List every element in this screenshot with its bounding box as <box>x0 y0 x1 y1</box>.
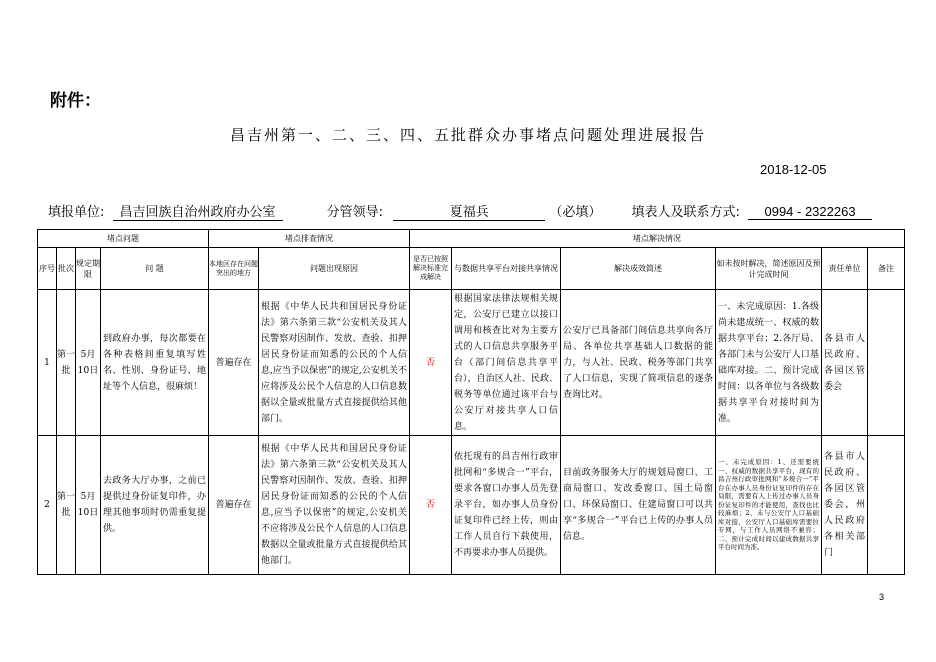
row-problem: 去政务大厅办事，之前已提供过身份证复印件，办理其他事项时仍需重复提供。 <box>101 436 209 575</box>
row-resolved: 否 <box>410 290 452 436</box>
row-responsible: 各县市人民政府、各园区管委会，州人民政府各相关部门 <box>822 436 868 575</box>
report-date: 2018-12-05 <box>760 162 827 177</box>
row-deadline: 5月10日 <box>76 290 101 436</box>
row-cause: 根据《中华人民共和国居民身份证法》第六条第三款“公安机关及其人民警察对因制作、发放、查验、扣押居民身份证而知悉的公民的个人信息,应当予以保密”的规定,公安机关不应将涉及公民个人信息的人口信息数据以全量或批量方式直接提供给其他部门。 <box>259 290 410 436</box>
header-remark: 备注 <box>868 248 905 290</box>
attachment-label: 附件： <box>50 91 101 111</box>
row-batch: 第一批 <box>57 436 76 575</box>
header-deadline: 规定期限 <box>76 248 101 290</box>
row-resolved: 否 <box>410 436 452 575</box>
row-platform: 依托现有的昌吉州行政审批网和“多规合一”平台，要求各窗口办事人员先登录平台，如办事人员身份证复印件已经上传，则由工作人员自行下载使用，不再要求办事人员提供。 <box>452 436 561 575</box>
leader-value: 夏福兵 <box>393 201 545 221</box>
group-header-issue: 堵点问题 <box>38 230 209 248</box>
header-responsible: 责任单位 <box>822 248 868 290</box>
row-cause: 根据《中华人民共和国居民身份证法》第六条第三款“公安机关及其人民警察对因制作、发放、查验、扣押居民身份证而知悉的公民的个人信息,应当予以保密”的规定,公安机关 不应将涉及公民个人信息的人口信息数据以全量或批量方式直接提供给其他部门。 <box>259 436 410 575</box>
row-batch: 第一批 <box>57 290 76 436</box>
contact-value: 0994 - 2322263 <box>748 204 872 220</box>
report-title: 昌吉州第一、二、三、四、五批群众办事堵点问题处理进展报告 <box>229 126 706 144</box>
row-platform: 根据国家法律法规相关规定，公安厅已建立以接口调用和核查比对为主要方式的人口信息共享服务平台（部门间信息共享平台），自治区人社、民政、税务等单位通过该平台与公安厅对接共享人口信息。 <box>452 290 561 436</box>
header-cause: 问题出现原因 <box>259 248 410 290</box>
row-prominent: 普遍存在 <box>209 436 259 575</box>
header-unfinished: 如未按时解决，简述原因及预计完成时间 <box>716 248 822 290</box>
contact-label: 填表人及联系方式: <box>631 205 740 220</box>
unit-value: 昌吉回族自治州政府办公室 <box>113 201 283 221</box>
group-header-row <box>38 230 905 248</box>
table-row <box>38 436 905 575</box>
row-remark <box>868 436 905 575</box>
row-unfinished: 一、未完成原因：1.各级尚未建成统一、权威的数据共享平台；2.各厅局、各部门未与公安厅人口基础库对接。二、预计完成时间：以各单位与各级数据共享平台对接时间为准。 <box>716 290 822 436</box>
row-summary: 公安厅已具备部门间信息共享向各厅局、各单位共享基础人口数据的能力，与人社、民政、税务等部门共享了人口信息，实现了简项信息的逐条查询比对。 <box>561 290 716 436</box>
header-seq: 序号 <box>38 248 57 290</box>
column-header-row <box>38 248 905 290</box>
group-header-resolution: 堵点解决情况 <box>410 230 905 248</box>
progress-table <box>37 229 905 575</box>
row-unfinished: 一、未完成原因：1、还需要统一、权威的数据共享平台，现有的昌吉州行政审批网和“多规合一”平台在办事人员身份证复印件的存在局限，需要有人上传过办事人员身份证复印件的才能使用，查找也比较麻烦；2、未与公安厅人口基础库对接，公安厅人口基础库需要拉专网，与工作人员网络不兼容；二、预计完成时间以建成数据共享平台时间为准。 <box>716 436 822 575</box>
row-responsible: 各县市人民政府、各园区管委会 <box>822 290 868 436</box>
page-number: 3 <box>879 592 885 602</box>
unit-label: 填报单位: <box>48 205 105 220</box>
row-problem: 到政府办事，每次都要在各种表格间重复填写姓名、性别、身份证号、地址等个人信息，很麻烦！ <box>101 290 209 436</box>
header-prominent: 本地区存在问题突出的地方 <box>209 248 259 290</box>
leader-label: 分管领导: <box>326 205 384 220</box>
header-summary: 解决成效简述 <box>561 248 716 290</box>
row-seq: 2 <box>38 436 57 575</box>
fill-info-row <box>48 201 872 221</box>
required-note: （必填） <box>549 205 602 220</box>
row-prominent: 普遍存在 <box>209 290 259 436</box>
header-resolved: 是否已按照解决标准完成解决 <box>410 248 452 290</box>
table-row <box>38 290 905 436</box>
row-deadline: 5月10日 <box>76 436 101 575</box>
row-remark <box>868 290 905 436</box>
group-header-investigation: 堵点排查情况 <box>209 230 410 248</box>
header-batch: 批次 <box>57 248 76 290</box>
row-summary: 目前政务服务大厅的规划局窗口、工商局窗口、发改委窗口、国土局窗口、环保局窗口、住建局窗口可以共享“多规合一”平台已上传的办事人员信息。 <box>561 436 716 575</box>
header-problem: 问 题 <box>101 248 209 290</box>
row-seq: 1 <box>38 290 57 436</box>
header-platform: 与数据共享平台对接共享情况 <box>452 248 561 290</box>
